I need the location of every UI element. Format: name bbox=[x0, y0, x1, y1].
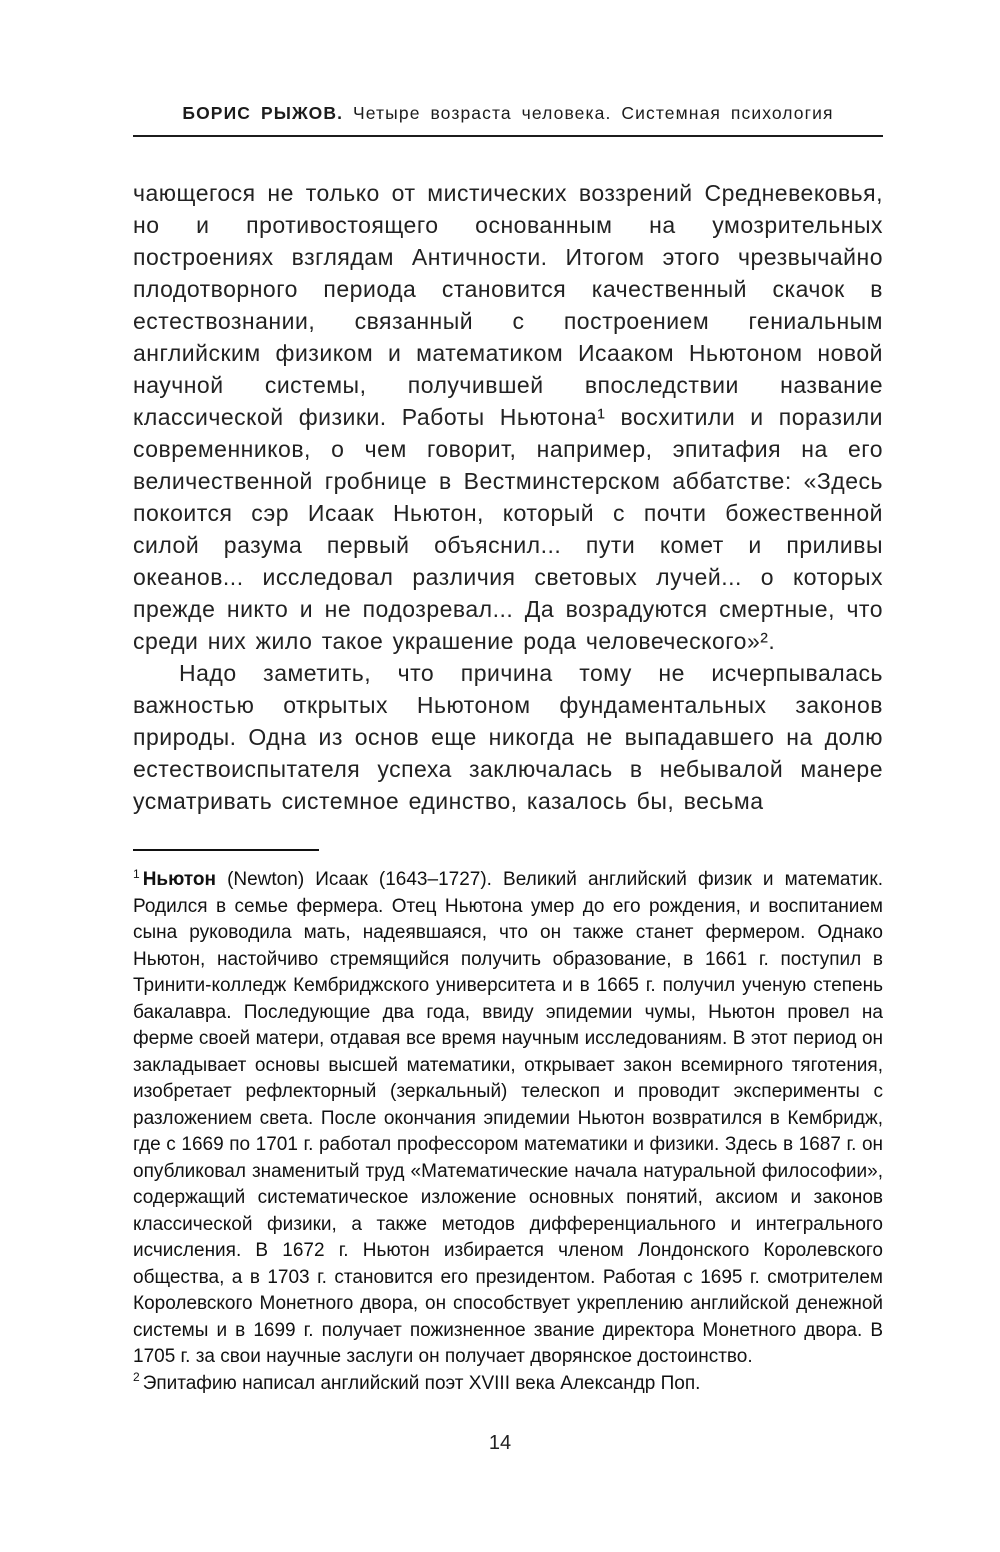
running-header bbox=[133, 103, 883, 137]
footnote bbox=[133, 867, 883, 1371]
footnote-marker: 1 bbox=[133, 866, 140, 881]
footnote-marker: 2 bbox=[133, 1370, 140, 1385]
footnote-text: Эпитафию написал английский поэт XVIII века Александр Поп. bbox=[142, 1372, 701, 1394]
footnote-text: (Newton) Исаак (1643–1727). Великий английский физик и математик. Родился в семье фермера. Отец Ньютона умер до его рождения, и воспитанием сына руководила мать, надеявшаяся, что он также станет фермером. Однако Ньютон, настойчиво стремящийся получить образование, в 1661 г. поступил в Тринити-колледж Кембриджского университета и в 1665 г. получил ученую степень бакалавра. Последующие два года, ввиду эпидемии чумы, Ньютон провел на ферме своей матери, отдавая все время научным исследованиям. В этот период он закладывает основы высшей математики, открывает закон всемирного тяготения, изобретает рефлекторный (зеркальный) телескоп и проводит эксперименты с разложением света. После окончания эпидемии Ньютон возвратился в Кембридж, где с 1669 по 1701 г. работал профессором математики и физики. Здесь в 1687 г. он опубликовал знаменитый труд «Математические начала натуральной философии», содержащий систематическое изложение основных понятий, аксиом и законов классической физики, а также методов дифференциального и интегрального исчисления. В 1672 г. Ньютон избирается членом Лондонского Королевского общества, а в 1703 г. становится его президентом. Работая с 1695 г. смотрителем Королевского Монетного двора, он способствует укреплению английской денежной системы и в 1699 г. получает пожизненное звание директора Монетного двора. В 1705 г. за свои научные заслуги он получает дворянское достоинство. bbox=[133, 869, 883, 1367]
paragraph: чающегося не только от мистических воззрений Средневековья, но и противостоящего основанным на умозрительных построениях взглядам Античности. Итогом этого чрезвычайно плодотворного периода становится качественный скачок в естествознании, связанный с построением гениальным английским физиком и математиком Исааком Ньютоном новой научной системы, получившей впоследствии название классической физики. Работы Ньютона¹ восхитили и поразили современников, о чем говорит, например, эпитафия на его величественной гробнице в Вестминстерском аббатстве: «Здесь покоится сэр Исаак Ньютон, который с почти божественной силой разума первый объяснил... пути комет и приливы океанов... исследовал различия световых лучей... о которых прежде никто и не подозревал... Да возрадуются смертные, что среди них жило такое украшение рода человеческого»². bbox=[133, 180, 883, 654]
footnote-separator bbox=[133, 849, 319, 851]
header-author: БОРИС РЫЖОВ. bbox=[182, 103, 344, 123]
footnotes bbox=[133, 867, 883, 1397]
footnote bbox=[133, 1371, 883, 1398]
header-title: Четыре возраста человека. Системная психология bbox=[353, 103, 834, 123]
footnote-lead: Ньютон bbox=[142, 869, 216, 890]
body-text bbox=[133, 177, 883, 817]
page-number: 14 bbox=[488, 1432, 512, 1454]
paragraph: Надо заметить, что причина тому не исчерпывалась важностью открытых Ньютоном фундаментальных законов природы. Одна из основ еще никогда не выпадавшего на долю естествоиспытателя успеха заключалась в небывалой манере усматривать системное единство, казалось бы, весьма bbox=[133, 660, 883, 814]
